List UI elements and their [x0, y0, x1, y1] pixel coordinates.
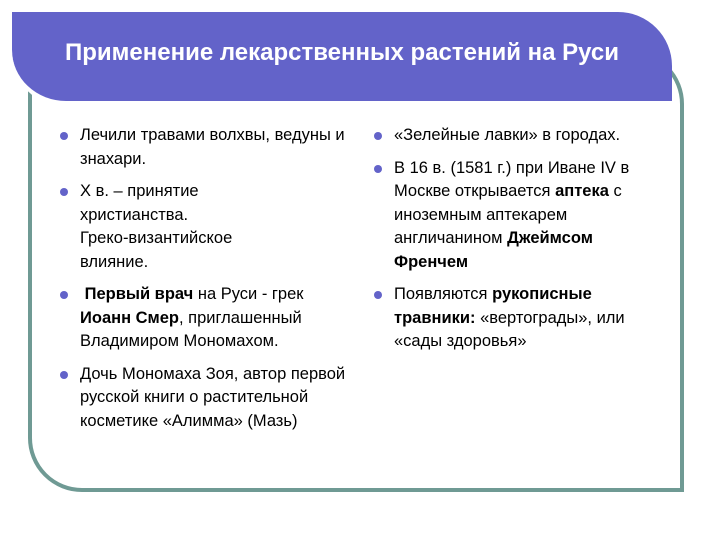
item-text: «Зелейные лавки» в городах.: [394, 126, 621, 144]
bullet-icon: [60, 188, 68, 196]
bullet-icon: [60, 371, 68, 379]
left-column: [56, 124, 356, 441]
item-text: Дочь Мономаха Зоя, автор первой русской книги о растительной косметике «Алимма» (Мазь): [80, 364, 346, 430]
item-text: , приглашенный Владимиром Мономахом.: [80, 308, 302, 350]
item-bold: Джеймсом Френчем: [394, 229, 593, 271]
bullet-icon: [374, 132, 382, 140]
bullet-icon: [60, 291, 68, 299]
list-item: [370, 157, 670, 275]
title-bar: [12, 12, 672, 104]
item-bold: рукописные травники:: [394, 285, 592, 327]
list-item: [56, 283, 356, 354]
bullet-icon: [60, 132, 68, 140]
item-text: Лечили травами волхвы, ведуны и знахари.: [80, 126, 345, 168]
bullet-icon: [374, 165, 382, 173]
list-item: [56, 124, 356, 171]
item-text: «вертограды», или «сады здоровья»: [394, 308, 625, 350]
item-text: Греко-византийское влияние.: [80, 229, 233, 271]
item-text: на Руси - грек: [193, 285, 304, 303]
list-item: [56, 363, 356, 434]
bullet-icon: [374, 291, 382, 299]
item-text: В 16 в. (1581 г.) при Иване IV в Москве открывается: [394, 158, 630, 200]
item-bold: аптека: [555, 182, 609, 200]
item-bold: Иоанн Смер: [80, 308, 180, 327]
item-text: Появляются: [394, 285, 493, 303]
item-text: X в. – принятие христианства.: [80, 182, 199, 224]
list-item: [370, 124, 670, 148]
item-text: с иноземным аптекарем англичанином: [394, 182, 622, 247]
item-bold: Первый врач: [84, 285, 194, 303]
list-item: [370, 283, 670, 354]
right-column: [370, 124, 670, 362]
slide-title: Применение лекарственных растений на Руси: [64, 38, 620, 66]
list-item: [56, 180, 356, 274]
